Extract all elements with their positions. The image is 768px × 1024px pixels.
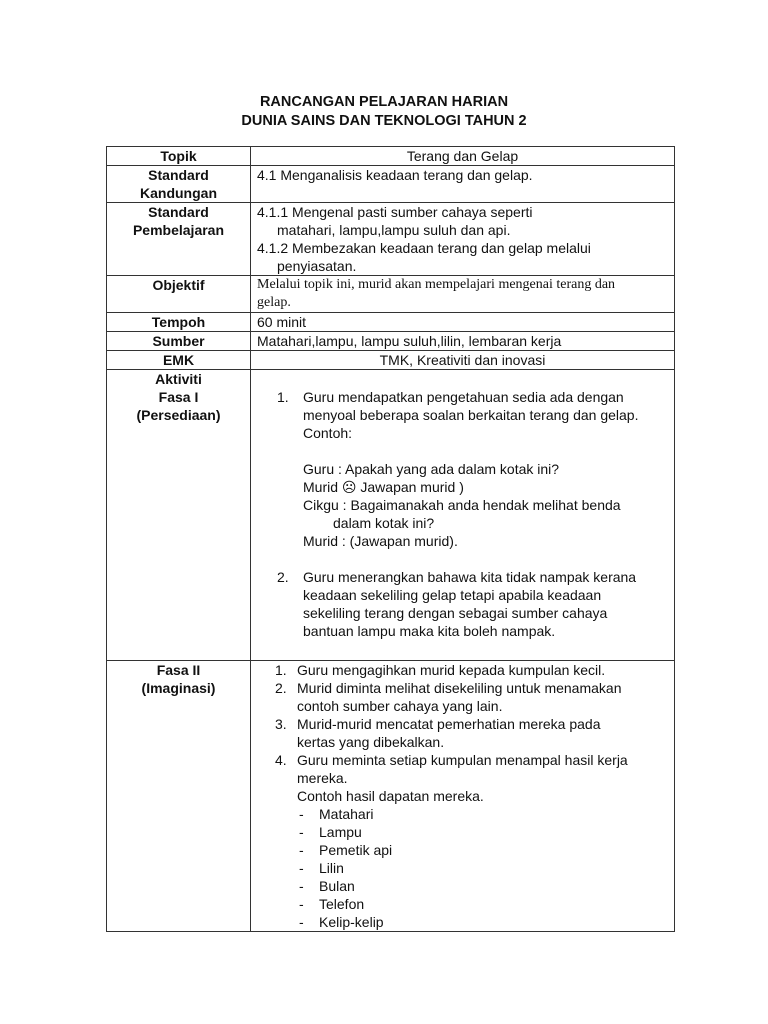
list-item: - Lilin (299, 860, 344, 876)
label-standard-pembelajaran: Standard Pembelajaran (107, 203, 251, 276)
row-emk (107, 351, 675, 370)
list-item: 3. Murid-murid mencatat pemerhatian mereka pada kertas yang dibekalkan. (275, 716, 601, 750)
label-sumber: Sumber (107, 332, 251, 351)
lesson-plan-table (106, 146, 675, 932)
list-item: 4. Guru meminta setiap kumpulan menampal hasil kerja mereka. Contoh hasil dapatan mereka. (275, 752, 628, 804)
row-standard-pembelajaran (107, 203, 675, 276)
label-emk: EMK (107, 351, 251, 370)
list-item: - Bulan (299, 878, 355, 894)
label-standard-kandungan: Standard Kandungan (107, 166, 251, 203)
row-tempoh (107, 313, 675, 332)
list-item: - Telefon (299, 896, 365, 912)
list-item: - Matahari (299, 806, 374, 822)
list-item: 2. Murid diminta melihat disekeliling untuk menamakan contoh sumber cahaya yang lain. (275, 680, 622, 714)
label-topik: Topik (107, 147, 251, 166)
value-objektif: Melalui topik ini, murid akan mempelajari mengenai terang dan gelap. (251, 276, 675, 313)
content-fasa-2 (251, 661, 675, 932)
value-standard-pembelajaran: 4.1.1 Mengenal pasti sumber cahaya seperti matahari, lampu,lampu suluh dan api. 4.1.2 Membezakan keadaan terang dan gelap melalui penyiasatan. (251, 203, 675, 276)
examples-list (257, 805, 668, 931)
row-sumber (107, 332, 675, 351)
list-item: 1. Guru mendapatkan pengetahuan sedia ada dengan menyoal beberapa soalan berkaitan terang dan gelap. Contoh: Guru : Apakah yang ada dalam kotak ini? Murid ☹ Jawapan murid ) Cikgu : Bagaimanakah anda hendak melihat benda dalam kotak ini? Murid : (Jawapan murid). (277, 389, 639, 549)
value-tempoh: 60 minit (251, 313, 675, 332)
list-item: 1. Guru mengagihkan murid kepada kumpulan kecil. (275, 662, 606, 678)
row-standard-kandungan (107, 166, 675, 203)
value-standard-kandungan: 4.1 Menganalisis keadaan terang dan gelap. (251, 166, 675, 203)
content-fasa-1 (251, 370, 675, 661)
doc-subtitle: DUNIA SAINS DAN TEKNOLOGI TAHUN 2 (241, 113, 527, 129)
doc-title: RANCANGAN PELAJARAN HARIAN (259, 94, 509, 110)
value-topik: Terang dan Gelap (251, 147, 675, 166)
label-fasa-1: Aktiviti Fasa I (Persediaan) (107, 370, 251, 661)
label-objektif: Objektif (107, 276, 251, 313)
list-item: 2. Guru menerangkan bahawa kita tidak nampak kerana keadaan sekeliling gelap tetapi apabila keadaan sekeliling terang dengan sebagai sumber cahaya bantuan lampu maka kita boleh nampak. (277, 569, 637, 639)
list-item: - Kelip-kelip (299, 914, 384, 930)
value-sumber: Matahari,lampu, lampu suluh,lilin, lembaran kerja (251, 332, 675, 351)
fasa-2-steps (257, 661, 668, 805)
row-objektif (107, 276, 675, 313)
label-fasa-2: Fasa II (Imaginasi) (107, 661, 251, 932)
list-item: - Pemetik api (299, 842, 393, 858)
value-emk: TMK, Kreativiti dan inovasi (251, 351, 675, 370)
row-fasa-1 (107, 370, 675, 661)
row-topik (107, 147, 675, 166)
list-item: - Lampu (299, 824, 362, 840)
fasa-1-steps (257, 388, 668, 640)
label-tempoh: Tempoh (107, 313, 251, 332)
row-fasa-2 (107, 661, 675, 932)
